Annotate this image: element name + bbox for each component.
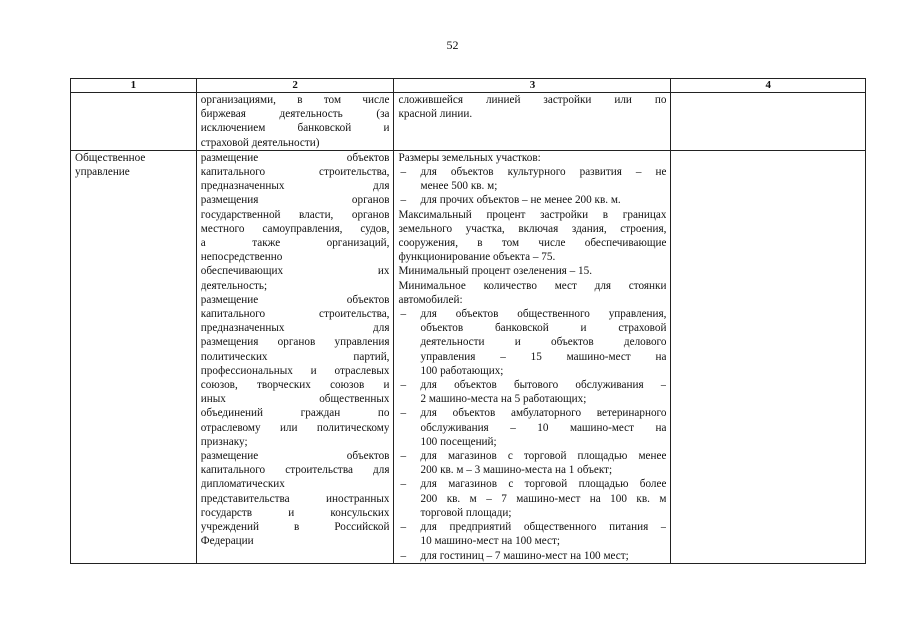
text-line: – для магазинов с торговой площадью менее: [398, 449, 666, 463]
text-line: размещение объектов: [200, 293, 390, 306]
text-line: 10 машино-мест на 100 мест;: [420, 535, 560, 548]
list-item: [398, 449, 666, 477]
text-line: – для объектов культурного развития – не: [398, 165, 666, 179]
text-line: – для предприятий общественного питания –: [398, 520, 666, 534]
text-line: функционирование объекта – 75.: [398, 251, 556, 264]
text-line: союзов, творческих союзов и: [200, 379, 390, 392]
text-line: Федерации: [200, 535, 254, 548]
text-line: капитального строительства для: [200, 464, 390, 477]
list-item: [398, 307, 666, 378]
text-line: непосредственно: [200, 251, 283, 264]
text-line: страховой деятельности): [200, 136, 320, 149]
zone-name-cell: [71, 150, 197, 563]
row1-col1-cell: [71, 93, 197, 151]
text-line: 200 кв. м – 3 машино-места на 1 объект;: [420, 464, 613, 477]
permitted-use-description-cell: [196, 150, 394, 563]
column-header-4: 4: [671, 79, 866, 93]
text-line: иных общественных: [200, 393, 390, 406]
sizes-heading: Размеры земельных участков:: [398, 151, 541, 164]
regulations-table: [70, 78, 866, 564]
text-line: – для магазинов с торговой площадью более: [398, 477, 666, 491]
text-line: – для объектов бытового обслуживания –: [398, 378, 666, 392]
column-header-1: 1: [71, 79, 197, 93]
list-item: [398, 193, 666, 207]
text-line: капитального строительства,: [200, 166, 390, 179]
text-line: Максимальный процент застройки в границах: [398, 208, 667, 221]
col4-cell: [671, 150, 866, 563]
row1-col4-cell: [671, 93, 866, 151]
text-line: предназначенных для: [200, 322, 390, 335]
text-line: размещения органов управления: [200, 336, 390, 349]
text-line: 100 работающих;: [420, 364, 504, 377]
text-line: организациями, в том числе: [200, 94, 390, 106]
text-line: размещение объектов: [200, 151, 390, 164]
text-line: Минимальный процент озеленения – 15.: [398, 265, 593, 278]
text-line: исключением банковской и: [200, 122, 390, 135]
table-row: [71, 150, 866, 563]
text-line: биржевая деятельность (за: [200, 108, 390, 121]
list-item: [398, 165, 666, 193]
table-header-row: [71, 79, 866, 93]
text-line: представительства иностранных: [200, 492, 390, 505]
text-line: а также организаций,: [200, 237, 390, 250]
list-item: [398, 406, 666, 449]
text-line: отраслевому или политическому: [200, 421, 390, 434]
text-line: – для объектов общественного управления,: [398, 307, 666, 321]
text-line: – для гостиниц – 7 машино-мест на 100 мест;: [398, 549, 666, 563]
text-line: учреждений в Российской: [200, 521, 390, 534]
text-line: обеспечивающих их: [200, 265, 390, 278]
text-line: земельного участка, включая здания, строения,: [398, 222, 667, 235]
text-line: государств и консульских: [200, 506, 390, 519]
text-line: – для объектов амбулаторного ветеринарного: [398, 406, 666, 420]
text-line: 100 посещений;: [420, 435, 497, 448]
text-line: 200 кв. м – 7 машино-мест на 100 кв. м: [420, 492, 667, 505]
text-line: государственной власти, органов: [200, 208, 390, 221]
text-line: Общественное: [75, 151, 146, 164]
list-item: [398, 477, 666, 520]
row1-parameters-cell: [394, 93, 671, 151]
text-line: 2 машино-места на 5 работающих;: [420, 393, 587, 406]
text-line: политических партий,: [200, 350, 390, 363]
text-line: предназначенных для: [200, 180, 390, 193]
list-item: [398, 549, 666, 563]
text-line: Минимальное количество мест для стоянки: [398, 279, 667, 292]
text-line: управление: [75, 166, 130, 179]
text-line: капитального строительства,: [200, 308, 390, 321]
text-line: красной линии.: [398, 108, 473, 121]
text-line: – для прочих объектов – не менее 200 кв. м.: [398, 193, 666, 207]
text-line: местного самоуправления, судов,: [200, 222, 390, 235]
text-line: менее 500 кв. м;: [420, 180, 498, 193]
column-header-2: 2: [196, 79, 394, 93]
text-line: управления – 15 машино-мест на: [420, 350, 667, 363]
page-number: 52: [446, 38, 459, 52]
text-line: профессиональных и отраслевых: [200, 364, 390, 377]
text-line: автомобилей:: [398, 293, 463, 306]
text-line: деятельность;: [200, 279, 268, 292]
text-line: размещение объектов: [200, 450, 390, 463]
text-line: обслуживания – 10 машино-мест на: [420, 421, 667, 434]
text-line: деятельности и объектов делового: [420, 336, 667, 349]
list-item: [398, 378, 666, 406]
text-line: дипломатических: [200, 478, 285, 491]
parameters-cell: [394, 150, 671, 563]
text-line: сооружения, в том числе обеспечивающие: [398, 237, 667, 250]
text-line: признаку;: [200, 435, 248, 448]
text-line: размещения органов: [200, 194, 390, 207]
text-line: объектов банковской и страховой: [420, 322, 667, 335]
text-line: сложившейся линией застройки или по: [398, 94, 667, 106]
text-line: объединений граждан по: [200, 407, 390, 420]
list-item: [398, 520, 666, 548]
text-line: торговой площади;: [420, 506, 512, 519]
row1-permitted-use-cell: [196, 93, 394, 151]
column-header-3: 3: [394, 79, 671, 93]
table-row: [71, 93, 866, 151]
